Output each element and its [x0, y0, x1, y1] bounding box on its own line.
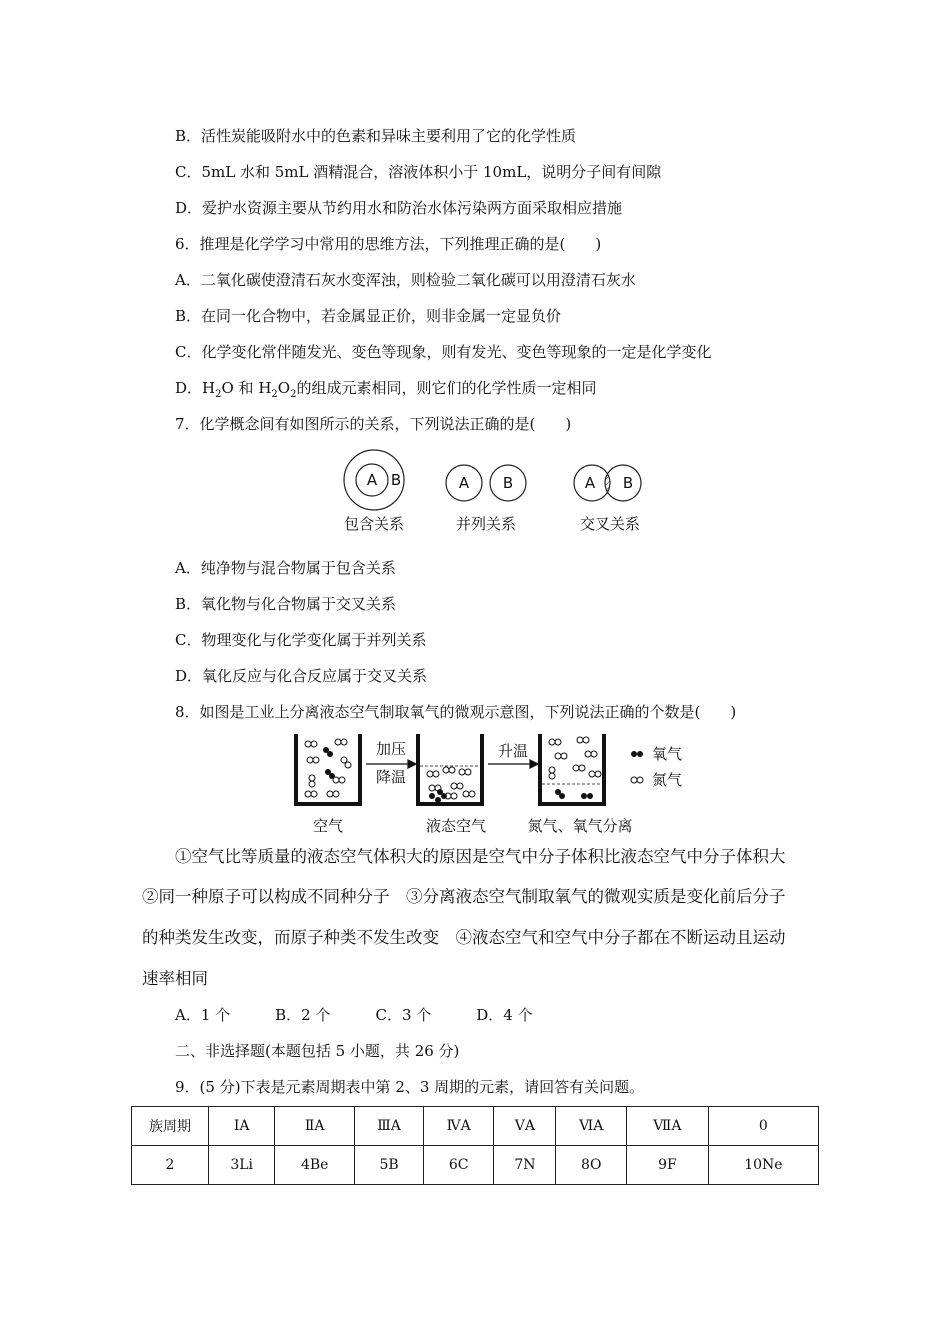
q6-d-text: O	[277, 379, 291, 397]
table-cell: ⅠA	[209, 1107, 275, 1146]
arrow-label-cool: 降温	[376, 768, 407, 786]
table-cell: 8O	[556, 1146, 627, 1185]
arrow-label-heat: 升温	[498, 742, 529, 760]
table-cell: ⅡA	[275, 1107, 355, 1146]
q8-statement-line-2: ②同一种原子可以构成不同种分子 ③分离液态空气制取氧气的微观实质是变化前后分子	[142, 887, 786, 906]
q7-option-a: A．纯净物与混合物属于包含关系	[175, 559, 396, 577]
table-cell: 3Li	[209, 1146, 275, 1185]
arrow-label-pressurize: 加压	[376, 740, 407, 758]
q8-air-separation-diagram	[290, 730, 710, 838]
q6-d-sub: 2	[215, 389, 222, 400]
table-cell: 4Be	[275, 1146, 355, 1185]
q7-option-d: D．氧化反应与化合反应属于交叉关系	[175, 667, 428, 685]
caption-separated: 氮气、氧气分离	[527, 817, 633, 835]
table-cell: 7N	[494, 1146, 556, 1185]
q6-d-text: O 和 H	[221, 379, 272, 397]
q6-option-c: C．化学变化常伴随发光、变色等现象，则有发光、变色等现象的一定是化学变化	[175, 343, 712, 361]
q5-option-c: C．5mL 水和 5mL 酒精混合，溶液体积小于 10mL，说明分子间有间隙	[175, 163, 662, 181]
legend-nitrogen: 氮气	[652, 771, 683, 789]
q7-relation-diagram	[320, 448, 660, 538]
q5-option-d: D．爱护水资源主要从节约用水和防治水体污染两方面采取相应措施	[175, 199, 623, 217]
caption-liquid-air: 液态空气	[425, 817, 487, 835]
caption-parallel: 并列关系	[455, 515, 517, 533]
parallel-label-a: A	[458, 474, 470, 492]
table-header-row	[132, 1107, 819, 1146]
table-cell: 9F	[627, 1146, 709, 1185]
contain-label-a: A	[366, 471, 378, 489]
q6-d-sub: 2	[290, 389, 297, 400]
table-cell: 2	[132, 1146, 209, 1185]
table-cell: ⅣA	[424, 1107, 494, 1146]
q7-stem: 7．化学概念间有如图所示的关系，下列说法正确的是( )	[175, 415, 572, 433]
q6-stem: 6．推理是化学学习中常用的思维方法，下列推理正确的是( )	[175, 235, 602, 253]
table-cell: 5B	[355, 1146, 424, 1185]
q7-option-b: B．氧化物与化合物属于交叉关系	[175, 595, 397, 613]
q8-statement-line-3: 的种类发生改变，而原子种类不发生改变 ④液态空气和空气中分子都在不断运动且运动	[142, 928, 786, 947]
periodic-table	[131, 1106, 819, 1185]
q8-stem: 8．如图是工业上分离液态空气制取氧气的微观示意图，下列说法正确的个数是( )	[175, 703, 737, 721]
q5-option-b: B．活性炭能吸附水中的色素和异味主要利用了它的化学性质	[175, 127, 577, 145]
q9-stem: 9．(5 分)下表是元素周期表中第 2、3 周期的元素，请回答有关问题。	[175, 1078, 645, 1096]
legend-oxygen: 氧气	[652, 745, 683, 763]
cross-label-a: A	[584, 474, 596, 492]
q6-d-sub: 2	[271, 389, 278, 400]
q8-statement-line-1: ①空气比等质量的液态空气体积大的原因是空气中分子体积比液态空气中分子体积大	[175, 847, 786, 866]
table-cell: ⅥA	[556, 1107, 627, 1146]
table-cell: ⅤA	[494, 1107, 556, 1146]
q8-statement-line-4: 速率相同	[142, 969, 208, 988]
table-cell: 10Ne	[708, 1146, 818, 1185]
table-row	[132, 1146, 819, 1185]
q6-d-text: 的组成元素相同，则它们的化学性质一定相同	[296, 379, 597, 397]
q6-option-d	[175, 378, 596, 405]
q8-options: A．1 个 B．2 个 C．3 个 D．4 个	[175, 1006, 533, 1024]
parallel-label-b: B	[502, 474, 514, 492]
q6-option-b: B．在同一化合物中，若金属显正价，则非金属一定显负价	[175, 307, 562, 325]
table-cell: 0	[708, 1107, 818, 1146]
section-heading: 二、非选择题(本题包括 5 小题，共 26 分)	[175, 1042, 460, 1060]
caption-contain: 包含关系	[343, 515, 405, 533]
table-cell: 6C	[424, 1146, 494, 1185]
table-cell: 族周期	[132, 1107, 209, 1146]
table-cell: ⅢA	[355, 1107, 424, 1146]
caption-cross: 交叉关系	[579, 515, 641, 533]
q7-option-c: C．物理变化与化学变化属于并列关系	[175, 631, 427, 649]
table-cell: ⅦA	[627, 1107, 709, 1146]
contain-label-b: B	[390, 471, 402, 489]
cross-label-b: B	[622, 474, 634, 492]
q6-option-a: A．二氧化碳使澄清石灰水变浑浊，则检验二氧化碳可以用澄清石灰水	[175, 271, 636, 289]
caption-air: 空气	[312, 817, 344, 835]
q6-d-text: D．H	[175, 379, 216, 397]
